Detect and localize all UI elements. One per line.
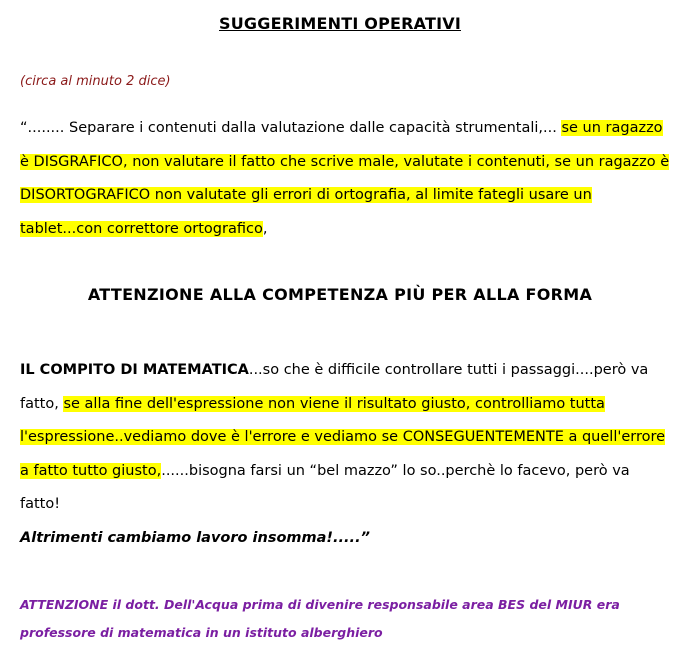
paragraph-1-intro: “........ Separare i contenuti dalla valutazione dalle capacità strumentali,... xyxy=(20,120,562,136)
document-title: SUGGERIMENTI OPERATIVI xyxy=(219,14,461,33)
paragraph-1-highlight: se un ragazzo è DISGRAFICO, non valutare il fatto che scrive male, valutate i contenuti, se un ragazzo è DISORTOGRAFICO non valutate gli errori di ortografia, al limite fategli usare un tablet...con correttore ortografico xyxy=(20,120,670,237)
paragraph-2 xyxy=(20,354,670,522)
closing-line: Altrimenti cambiamo lavoro insomma!.....” xyxy=(20,530,370,546)
paragraph-2-bold-lead: IL COMPITO DI MATEMATICA xyxy=(20,362,249,378)
time-note: (circa al minuto 2 dice) xyxy=(20,74,171,89)
section-heading: ATTENZIONE ALLA COMPETENZA PIÙ PER ALLA FORMA xyxy=(87,285,593,304)
paragraph-2-mid: ...so che è difficile controllare tutti i passaggi....però va fatto, xyxy=(20,362,649,412)
final-note: ATTENZIONE il dott. Dell'Acqua prima di divenire responsabile area BES del MIUR era professore di matematica in un istituto alberghiero xyxy=(20,597,620,640)
paragraph-1 xyxy=(20,112,670,246)
paragraph-1-end: , xyxy=(262,220,268,237)
paragraph-2-end: ......bisogna farsi un “bel mazzo” lo so..perchè lo facevo, però va fatto! xyxy=(20,462,630,512)
paragraph-2-highlight: se alla fine dell'espressione non viene il risultato giusto, controlliamo tutta l'espressione..vediamo dove è l'errore e vediamo se CONSEGUENTEMENTE a quell'errore a fatto tutto giusto, xyxy=(20,395,666,479)
